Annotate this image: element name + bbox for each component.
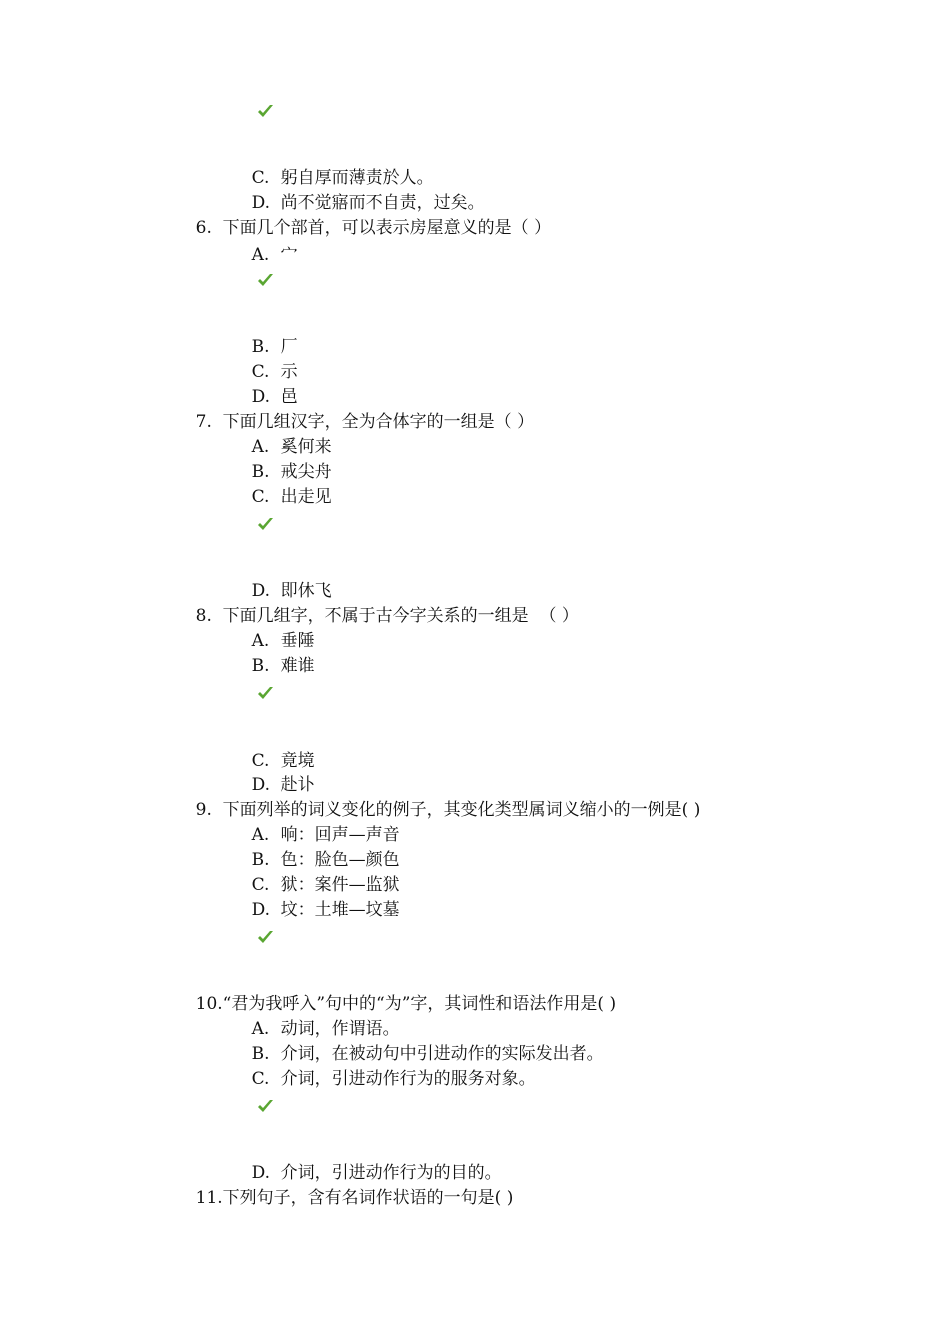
option-line: C. 示: [251, 362, 298, 382]
option-line: D. 邑: [251, 387, 298, 407]
option-line: A. 垂陲: [251, 631, 315, 651]
option-line: A. 响：回声—声音: [251, 825, 400, 845]
option-line: C. 介词，引进动作行为的服务对象。: [251, 1069, 536, 1089]
option-line: A. 动词，作谓语。: [251, 1019, 400, 1039]
check-icon: [257, 1099, 274, 1114]
option-line: D. 坟：土堆—坟墓: [251, 900, 400, 920]
option-line: B. 厂: [251, 337, 298, 357]
option-line: C. 狱：案件—监狱: [251, 875, 400, 895]
option-line: D. 介词，引进动作行为的目的。: [251, 1163, 502, 1183]
question-stem: 11.下列句子，含有名词作状语的一句是( ): [195, 1188, 514, 1208]
check-icon: [257, 273, 274, 288]
option-line: B. 戒尖舟: [251, 462, 332, 482]
question-stem: 8. 下面几组字，不属于古今字关系的一组是 （ ）: [195, 606, 579, 626]
option-line: C. 竟境: [251, 751, 315, 771]
option-line: D. 即休飞: [251, 581, 332, 601]
option-line: B. 难谁: [251, 656, 315, 676]
option-line: B. 色：脸色—颜色: [251, 850, 400, 870]
option-line: D. 尚不觉寤而不自责，过矣。: [251, 193, 485, 213]
option-line: D. 赴讣: [251, 775, 315, 795]
question-stem: 9. 下面列举的词义变化的例子，其变化类型属词义缩小的一例是( ): [195, 800, 701, 820]
option-line: C. 躬自厚而薄责於人。: [251, 168, 434, 188]
check-icon: [257, 686, 274, 701]
question-stem: 6. 下面几个部首，可以表示房屋意义的是（ ）: [195, 218, 552, 238]
check-icon: [257, 104, 274, 119]
option-line: A. 宀: [251, 245, 298, 265]
question-stem: 7. 下面几组汉字，全为合体字的一组是（ ）: [195, 412, 535, 432]
option-line: C. 出走见: [251, 487, 332, 507]
option-line: A. 奚何来: [251, 437, 332, 457]
option-line: B. 介词，在被动句中引进动作的实际发出者。: [251, 1044, 604, 1064]
question-stem: 10.“君为我呼入”句中的“为”字，其词性和语法作用是( ): [195, 994, 617, 1014]
check-icon: [257, 517, 274, 532]
check-icon: [257, 930, 274, 945]
